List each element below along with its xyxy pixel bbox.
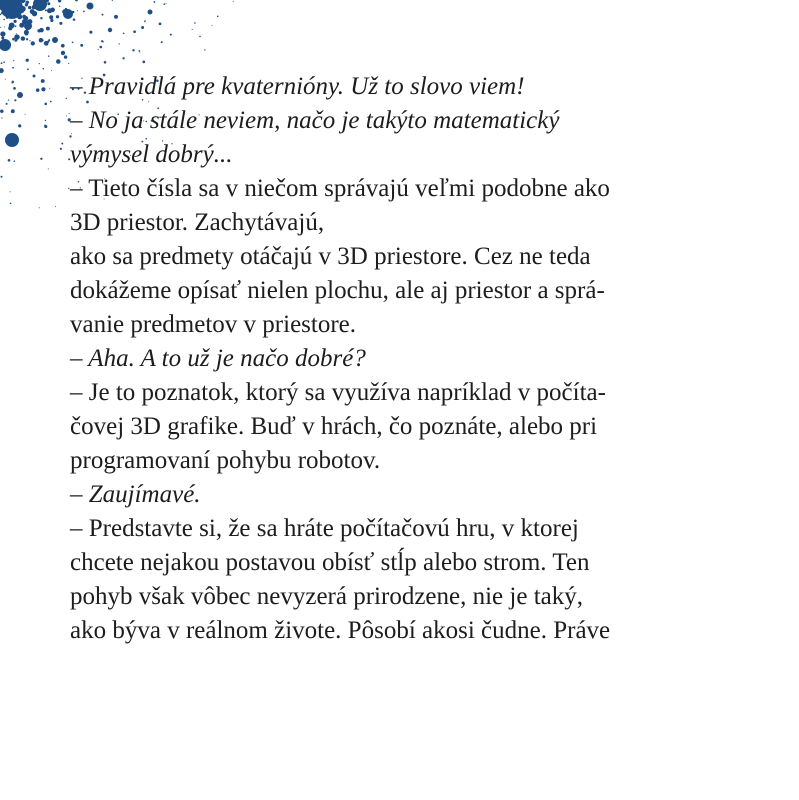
ink-dot — [13, 60, 14, 61]
ink-dot — [233, 1, 234, 2]
ink-dot — [204, 49, 205, 50]
ink-dot — [0, 39, 11, 51]
ink-dot — [0, 14, 1, 16]
ink-dot — [36, 88, 40, 92]
ink-dot — [119, 43, 120, 44]
ink-dot — [41, 79, 45, 83]
ink-dot — [89, 31, 92, 34]
ink-dot — [123, 32, 125, 34]
ink-dot — [68, 63, 69, 64]
ink-dot — [159, 23, 162, 26]
ink-dot — [14, 160, 16, 162]
ink-dot — [14, 99, 16, 101]
ink-dot — [26, 59, 29, 62]
ink-dot — [1, 176, 3, 178]
ink-dot — [17, 92, 23, 98]
ink-dot — [45, 9, 47, 11]
ink-dot — [83, 11, 85, 13]
ink-dot — [104, 61, 107, 64]
ink-dot — [59, 22, 62, 25]
ink-dot — [75, 0, 78, 1]
ink-dot — [108, 28, 112, 32]
ink-dot — [49, 88, 50, 89]
ink-dot — [112, 0, 113, 1]
ink-dot — [39, 207, 40, 208]
ink-dot — [39, 63, 40, 64]
text-line: pohyb však vôbec nevyzerá prirodzene, nie je taký, — [70, 583, 583, 610]
ink-dot — [61, 51, 65, 55]
ink-dot — [50, 101, 52, 103]
ink-dot — [12, 82, 14, 84]
ink-dot — [61, 44, 65, 48]
ink-dot — [66, 98, 67, 99]
ink-dot — [8, 26, 12, 30]
ink-dot — [5, 133, 19, 147]
ink-dot — [0, 27, 1, 28]
ink-dot — [15, 39, 17, 41]
ink-dot — [114, 15, 118, 19]
ink-dot — [14, 34, 19, 39]
ink-dot — [8, 159, 11, 162]
ink-dot — [33, 75, 36, 78]
ink-dot — [139, 50, 141, 52]
ink-dot — [211, 25, 212, 26]
ink-dot — [47, 8, 52, 13]
ink-dot — [26, 38, 28, 40]
ink-dot — [24, 30, 29, 35]
ink-dot — [59, 6, 60, 7]
ink-dot — [44, 103, 47, 106]
text-line: ako býva v reálnom živote. Pôsobí akosi čudne. Práve — [70, 617, 611, 644]
ink-dot — [1, 117, 2, 118]
ink-dot — [102, 14, 104, 16]
ink-dot — [170, 34, 172, 36]
text-line: výmysel dobrý... — [70, 141, 233, 168]
ink-dot — [50, 19, 53, 22]
ink-dot — [47, 2, 50, 5]
ink-dot — [1, 36, 4, 39]
ink-dot — [133, 30, 136, 33]
ink-dot — [10, 203, 12, 205]
ink-dot — [50, 17, 51, 18]
ink-dot — [39, 28, 44, 33]
ink-dot — [60, 148, 62, 150]
ink-dot — [48, 168, 49, 169]
ink-dot — [33, 0, 47, 11]
ink-dot — [1, 62, 3, 64]
ink-dot — [28, 6, 31, 9]
ink-dot — [40, 17, 42, 19]
text-line: – Aha. A to už je načo dobré? — [70, 345, 366, 372]
ink-dot — [64, 55, 67, 58]
ink-dot — [45, 120, 46, 121]
ink-dot — [161, 41, 163, 43]
ink-dot — [61, 143, 63, 145]
ink-dot — [63, 9, 73, 19]
ink-dot — [141, 26, 144, 29]
ink-dot — [11, 109, 15, 113]
ink-dot — [99, 46, 102, 49]
text-line: vanie predmetov v priestore. — [70, 311, 357, 338]
ink-dot — [51, 70, 52, 71]
ink-dot — [32, 11, 38, 17]
ink-dot — [163, 3, 165, 5]
ink-dot — [16, 33, 17, 34]
ink-dot — [41, 87, 45, 91]
ink-dot — [73, 18, 76, 21]
ink-dot — [43, 68, 45, 70]
text-line: programovaní pohybu robotov. — [70, 447, 381, 474]
ink-dot — [58, 0, 61, 2]
text-line: – No ja stále neviem, načo je takýto matematický — [70, 107, 560, 134]
text-line: 3D priestor. Zachytávajú, — [70, 209, 325, 236]
ink-dot — [44, 125, 47, 128]
text-line: – Pravidlá pre kvaternióny. Už to slovo viem! — [70, 73, 525, 100]
ink-dot — [15, 25, 17, 27]
ink-dot — [55, 206, 56, 207]
ink-dot — [144, 21, 146, 23]
text-line: – Zaujímavé. — [70, 481, 201, 508]
text-line: dokážeme opísať nielen plochu, ale aj priestor a sprá- — [70, 277, 605, 304]
ink-dot — [52, 37, 58, 43]
ink-dot — [103, 41, 104, 42]
ink-dot — [8, 99, 9, 100]
ink-dot — [0, 68, 4, 73]
text-line: – Predstavte si, že sa hráte počítačovú hru, v ktorej — [70, 515, 579, 542]
text-line: – Je to poznatok, ktorý sa využíva napríklad v počíta- — [70, 379, 606, 406]
ink-dot — [148, 10, 153, 15]
ink-dot — [18, 124, 21, 127]
ink-dot — [24, 22, 32, 30]
ink-dot — [132, 49, 134, 51]
ink-dot — [4, 27, 5, 28]
ink-dot — [0, 31, 5, 36]
ink-dot — [29, 40, 30, 41]
ink-dot — [31, 41, 35, 45]
ink-dot — [6, 103, 8, 105]
ink-dot — [0, 109, 3, 112]
ink-dot — [22, 15, 26, 19]
ink-dot — [87, 3, 94, 10]
ink-dot — [122, 57, 124, 59]
ink-dot — [80, 44, 83, 47]
ink-dot — [21, 36, 25, 40]
ink-dot — [66, 115, 67, 116]
ink-dot — [14, 20, 17, 23]
ink-dot — [25, 3, 28, 6]
ink-dot — [47, 40, 49, 42]
ink-dot — [27, 68, 29, 70]
ink-dot — [192, 29, 193, 30]
text-line: chcete nejakou postavou obísť stĺp alebo strom. Ten — [70, 549, 590, 576]
text-line: čovej 3D grafike. Buď v hrách, čo poznáte, alebo pri — [70, 413, 598, 440]
ink-dot — [12, 38, 15, 41]
ink-dot — [12, 67, 14, 69]
ink-dot — [49, 15, 53, 19]
ink-dot — [98, 49, 99, 50]
ink-dot — [13, 87, 16, 90]
ink-dot — [40, 158, 42, 160]
ink-dot — [72, 42, 74, 44]
ink-dot — [194, 22, 196, 24]
ink-dot — [3, 61, 5, 63]
ink-dot — [25, 114, 26, 115]
ink-dot — [199, 36, 201, 38]
book-page-text — [70, 70, 730, 648]
ink-dot — [142, 61, 145, 64]
ink-dot — [48, 55, 50, 57]
ink-dot — [153, 1, 155, 3]
ink-dot — [39, 38, 43, 42]
ink-dot — [3, 19, 5, 21]
ink-dot — [77, 10, 78, 11]
ink-dot — [139, 51, 140, 52]
ink-dot — [56, 59, 61, 64]
ink-dot — [20, 24, 22, 26]
ink-dot — [217, 16, 219, 18]
ink-dot — [22, 20, 23, 21]
ink-dot — [10, 191, 11, 192]
ink-dot — [5, 79, 6, 80]
ink-dot — [166, 3, 167, 4]
ink-dot — [46, 27, 50, 31]
ink-dot — [56, 15, 59, 18]
text-line: ako sa predmety otáčajú v 3D priestore. Cez ne teda — [70, 243, 591, 270]
text-line: – Tieto čísla sa v niečom správajú veľmi podobne ako — [70, 175, 610, 202]
